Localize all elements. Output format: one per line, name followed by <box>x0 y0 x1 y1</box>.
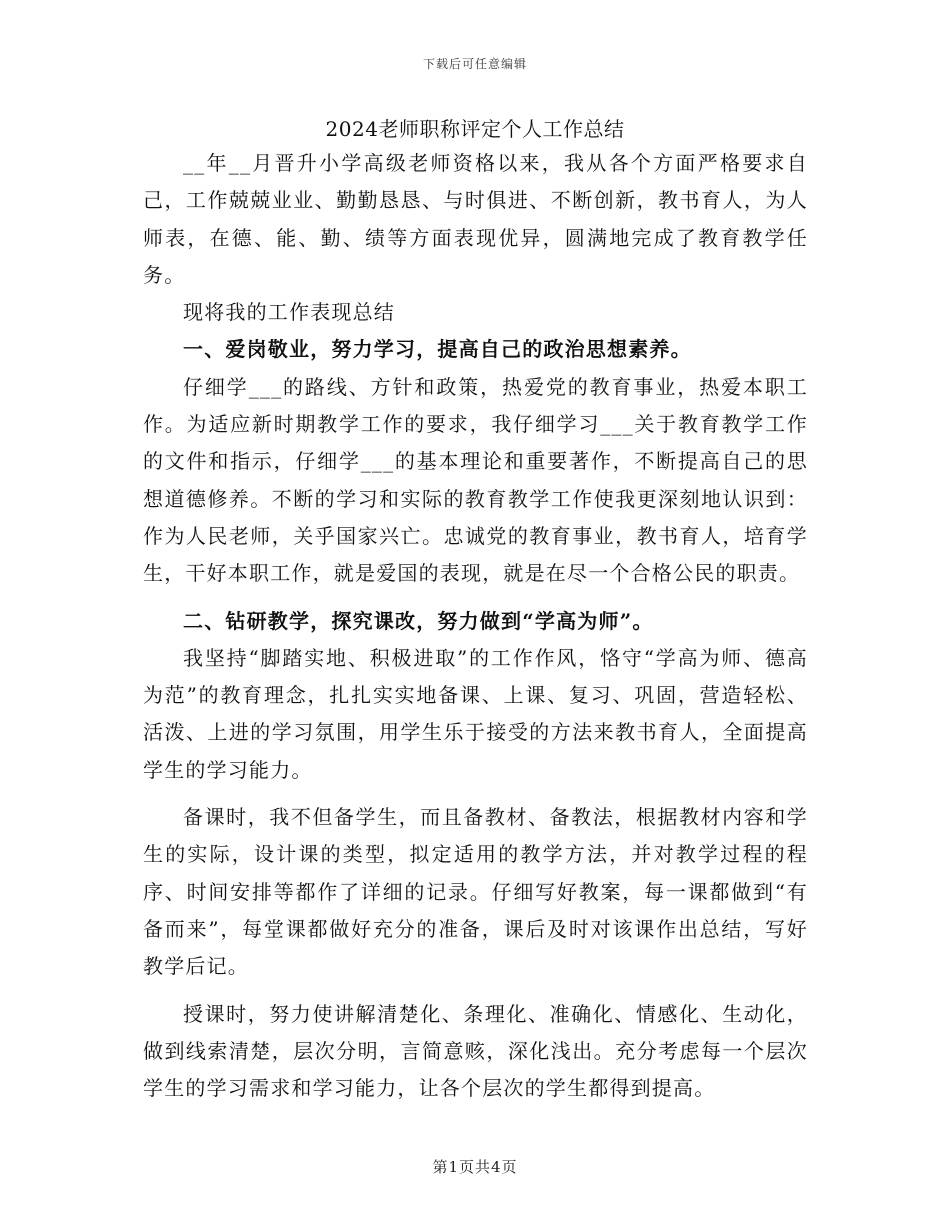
section2-paragraph-1: 我坚持“脚踏实地、积极进取”的工作作风，恪守“学高为师、德高为范”的教育理念，扎扎实实地备课、上课、复习、巩固，营造轻松、活泼、上进的学习氛围，用学生乐于接受的方法来教书育人，全面提高学生的学习能力。 <box>143 645 808 782</box>
section2-paragraph-2: 备课时，我不但备学生，而且备教材、备教法，根据教材内容和学生的实际，设计课的类型，拟定适用的教学方法，并对教学过程的程序、时间安排等都作了详细的记录。仔细写好教案，每一课都做到“有备而来”，每堂课都做好充分的准备，课后及时对该课作出总结，写好教学后记。 <box>143 805 808 979</box>
document-body <box>143 145 808 1107</box>
intro-paragraph: __年__月晋升小学高级老师资格以来，我从各个方面严格要求自己，工作兢兢业业、勤勤恳恳、与时俱进、不断创新，教书育人，为人师表，在德、能、勤、绩等方面表现优异，圆满地完成了教育教学任务。 <box>143 151 808 287</box>
section2-paragraph-3: 授课时，努力使讲解清楚化、条理化、准确化、情感化、生动化，做到线索清楚，层次分明，言简意赅，深化浅出。充分考虑每一个层次学生的学习需求和学习能力，让各个层次的学生都得到提高。 <box>143 1001 808 1101</box>
lead-paragraph: 现将我的工作表现总结 <box>183 300 395 325</box>
header-note: 下载后可任意编辑 <box>422 57 527 71</box>
section1-heading: 一、爱岗敬业，努力学习，提高自己的政治思想素养。 <box>183 337 692 362</box>
page-number: 第1页共4页 <box>432 1158 518 1176</box>
paragraph-gap <box>143 789 808 799</box>
document-title: 2024老师职称评定个人工作总结 <box>325 117 625 141</box>
section1-paragraph: 仔细学___的路线、方针和政策，热爱党的教育事业，热爱本职工作。为适应新时期教学工作的要求，我仔细学习___关于教育教学工作的文件和指示，仔细学___的基本理论和重要著作，不断提高自己的思想道德修养。不断的学习和实际的教育教学工作使我更深刻地认识到：作为人民老师，关乎国家兴亡。忠诚党的教育事业，教书育人，培育学生，干好本职工作，就是爱国的表现，就是在尽一个合格公民的职责。 <box>143 374 808 586</box>
paragraph-gap <box>143 986 808 996</box>
section2-heading: 二、钻研教学，探究课改，努力做到“学高为师”。 <box>183 608 654 633</box>
section-gap <box>143 593 808 603</box>
